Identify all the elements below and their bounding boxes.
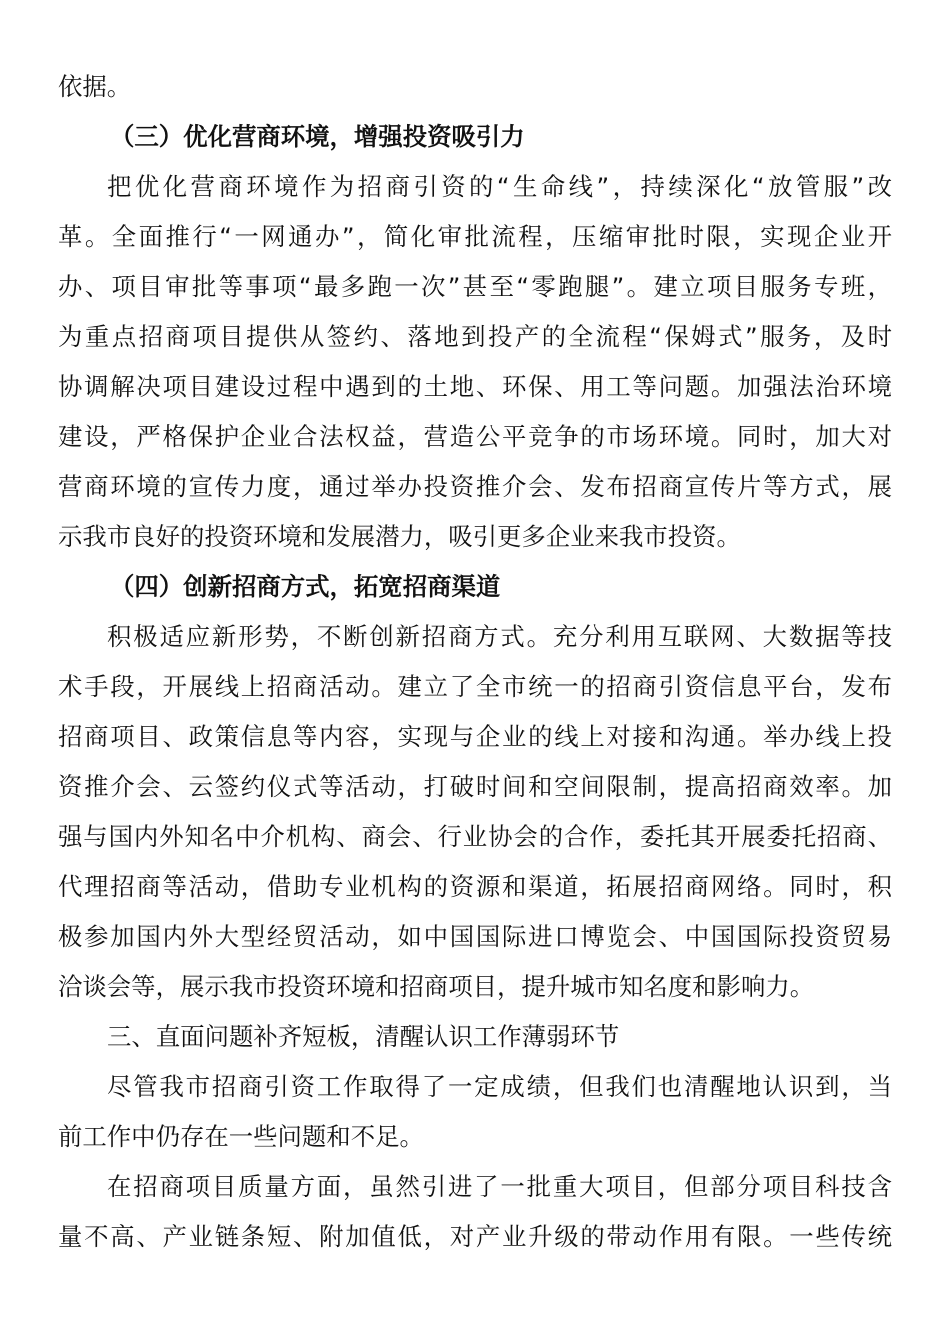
subsection-heading-4: （四）创新招商方式，拓宽招商渠道 bbox=[110, 572, 501, 601]
paragraph-line: 术手段，开展线上招商活动。建立了全市统一的招商引资信息平台，发布 bbox=[58, 672, 892, 701]
paragraph-line: 营商环境的宣传力度，通过举办投资推介会、发布招商宣传片等方式，展 bbox=[58, 472, 892, 501]
paragraph-line: 办、项目审批等事项“最多跑一次”甚至“零跑腿”。建立项目服务专班， bbox=[58, 272, 892, 301]
paragraph-line: 量不高、产业链条短、附加值低，对产业升级的带动作用有限。一些传统 bbox=[58, 1222, 892, 1251]
document-page bbox=[58, 62, 892, 1262]
paragraph-line: 依据。 bbox=[58, 72, 132, 101]
paragraph-line: 为重点招商项目提供从签约、落地到投产的全流程“保姆式”服务，及时 bbox=[58, 322, 892, 351]
paragraph-line: 资推介会、云签约仪式等活动，打破时间和空间限制，提高招商效率。加 bbox=[58, 772, 892, 801]
paragraph-line: 建设，严格保护企业合法权益，营造公平竞争的市场环境。同时，加大对 bbox=[58, 422, 892, 451]
subsection-heading-3: （三）优化营商环境，增强投资吸引力 bbox=[110, 122, 525, 151]
paragraph-line: 尽管我市招商引资工作取得了一定成绩，但我们也清醒地认识到，当 bbox=[107, 1072, 892, 1101]
paragraph-line: 革。全面推行“一网通办”，简化审批流程，压缩审批时限，实现企业开 bbox=[58, 222, 892, 251]
paragraph-line: 示我市良好的投资环境和发展潜力，吸引更多企业来我市投资。 bbox=[58, 522, 741, 551]
paragraph-line: 洽谈会等，展示我市投资环境和招商项目，提升城市知名度和影响力。 bbox=[58, 972, 815, 1001]
paragraph-line: 协调解决项目建设过程中遇到的土地、环保、用工等问题。加强法治环境 bbox=[58, 372, 892, 401]
paragraph-line: 极参加国内外大型经贸活动，如中国国际进口博览会、中国国际投资贸易 bbox=[58, 922, 892, 951]
paragraph-line: 招商项目、政策信息等内容，实现与企业的线上对接和沟通。举办线上投 bbox=[58, 722, 892, 751]
paragraph-line: 代理招商等活动，借助专业机构的资源和渠道，拓展招商网络。同时，积 bbox=[58, 872, 892, 901]
paragraph-line: 积极适应新形势，不断创新招商方式。充分利用互联网、大数据等技 bbox=[107, 622, 892, 651]
paragraph-line: 前工作中仍存在一些问题和不足。 bbox=[58, 1122, 424, 1151]
paragraph-line: 在招商项目质量方面，虽然引进了一批重大项目，但部分项目科技含 bbox=[107, 1172, 892, 1201]
paragraph-line: 强与国内外知名中介机构、商会、行业协会的合作，委托其开展委托招商、 bbox=[58, 822, 892, 851]
paragraph-line: 把优化营商环境作为招商引资的“生命线”，持续深化“放管服”改 bbox=[107, 172, 892, 201]
section-heading-3: 三、直面问题补齐短板，清醒认识工作薄弱环节 bbox=[107, 1022, 620, 1051]
